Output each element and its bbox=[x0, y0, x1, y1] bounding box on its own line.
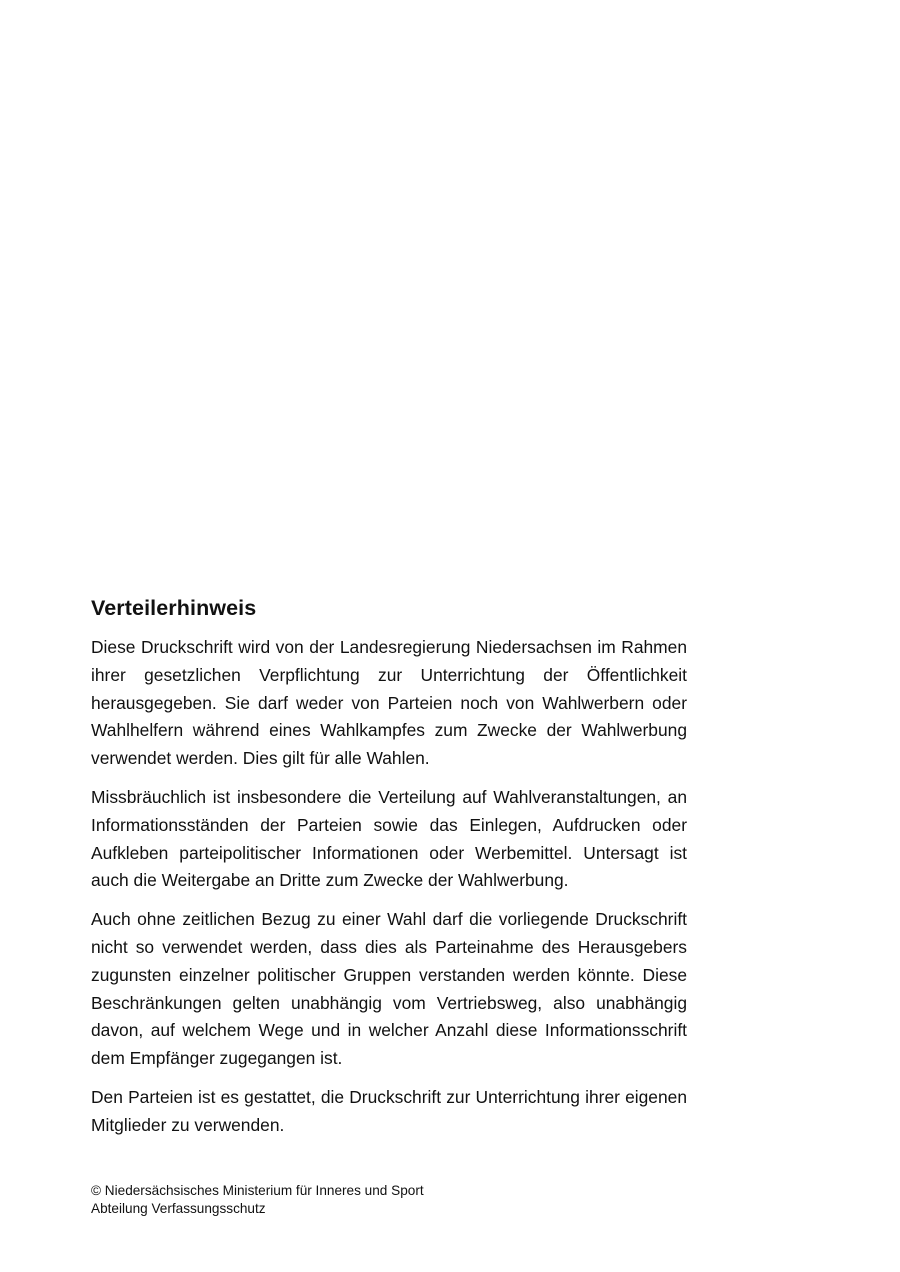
notice-paragraph-1: Diese Druckschrift wird von der Landesregierung Niedersachsen im Rahmen ihrer gesetzlichen Verpflichtung zur Unterrichtung der Öffentlichkeit herausgegeben. Sie darf weder von Parteien noch von Wahlwerbern oder Wahlhelfern während eines Wahlkampfes zum Zwecke der Wahlwerbung verwendet werden. Dies gilt für alle Wahlen. bbox=[91, 637, 687, 769]
publisher-footer bbox=[91, 1182, 591, 1218]
copyright-line: © Niedersächsisches Ministerium für Inneres und Sport bbox=[91, 1183, 424, 1198]
department-line: Abteilung Verfassungsschutz bbox=[91, 1201, 266, 1216]
notice-paragraph-3: Auch ohne zeitlichen Bezug zu einer Wahl darf die vorliegende Druckschrift nicht so verwendet werden, dass dies als Parteinahme des Herausgebers zugunsten einzelner politischer Gruppen verstanden werden könnte. Diese Beschränkungen gelten unabhängig vom Vertriebsweg, also unabhängig davon, auf welchem Wege und in welcher Anzahl diese Informationsschrift dem Empfänger zugegangen ist. bbox=[91, 909, 687, 1069]
distribution-notice bbox=[91, 592, 687, 1151]
notice-paragraph-2: Missbräuchlich ist insbesondere die Verteilung auf Wahlveranstaltungen, an Informationsständen der Parteien sowie das Einlegen, Aufdrucken oder Aufkleben parteipolitischer Informationen oder Werbemittel. Untersagt ist auch die Weitergabe an Dritte zum Zwecke der Wahlwerbung. bbox=[91, 786, 687, 891]
notice-title: Verteilerhinweis bbox=[91, 596, 257, 620]
notice-paragraph-4: Den Parteien ist es gestattet, die Druckschrift zur Unterrichtung ihrer eigenen Mitglieder zu verwenden. bbox=[91, 1086, 687, 1135]
